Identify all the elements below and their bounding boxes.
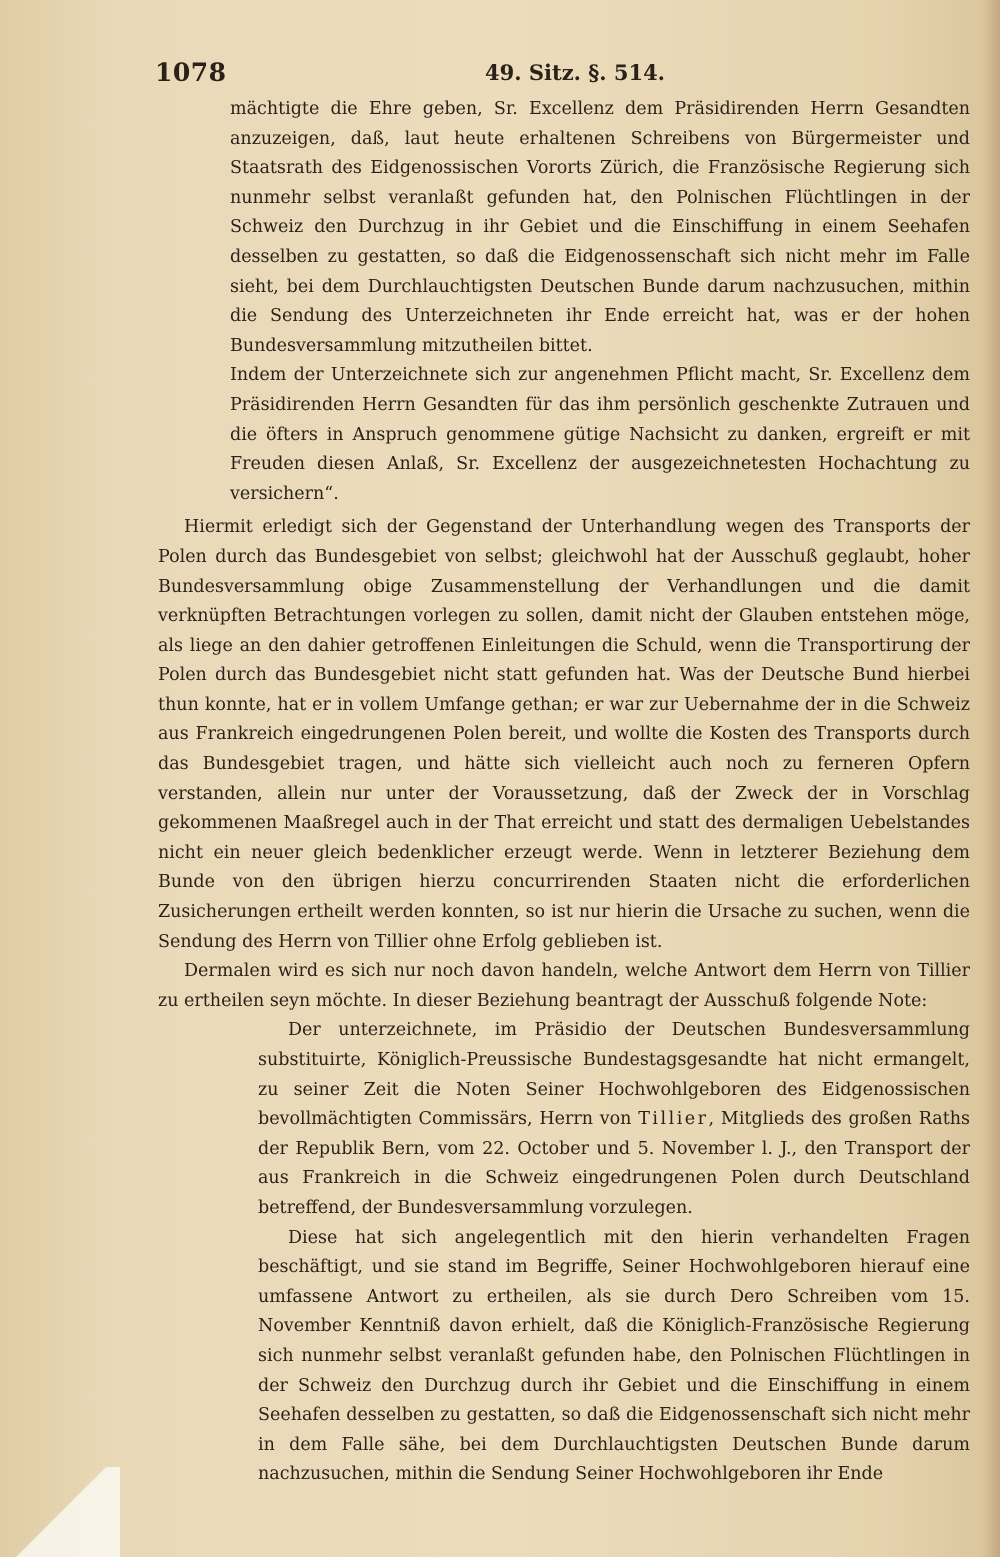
running-head: 49. Sitz. §. 514. [485, 60, 665, 85]
page-edge-shadow [982, 0, 1000, 1557]
page-number: 1078 [155, 58, 227, 87]
proposed-note [158, 1016, 970, 1490]
note-paragraph-1-part-b: , Mitglieds des großen Raths der Republik Bern, vom 22. October und 5. November l. J., den Transport der aus Frankreich in die Schweiz eingedrungenen Polen durch Deutschland betreffend, der Bundesversammlung vorzulegen. [258, 1109, 970, 1218]
paragraph-letter-closing: Indem der Unterzeichnete sich zur angenehmen Pflicht macht, Sr. Excellenz dem Präsidirenden Herrn Gesandten für das ihm persönlich geschenkte Zutrauen und die öfters in Anspruch genommene gütige Nachsicht zu danken, ergreift er mit Freuden diesen Anlaß, Sr. Excellenz der ausgezeichnetesten Hochachtung zu versichern“. [230, 365, 970, 504]
note-paragraph-1-part-a: Der unterzeichnete, im Präsidio der Deutschen Bundesversammlung substituirte, Königlich-Preussische Bundestagsgesandte hat nicht ermangelt, zu seiner Zeit die Noten Seiner Hochwohlgeboren des Eidgenossischen bevollmächtigten Commissärs, Herrn von [258, 1020, 970, 1130]
paragraph-letter-end: mächtigte die Ehre geben, Sr. Excellenz dem Präsidirenden Herrn Gesandten anzuzeigen, daß, laut heute erhaltenen Schreibens von Bürgermeister und Staatsrath des Eidgenossischen Vororts Zürich, die Französische Regierung sich nunmehr selbst veranlaßt gefunden hat, den Polnischen Flüchtlingen in der Schweiz den Durchzug in ihr Gebiet und die Einschiffung in einem Seehafen desselben zu gestatten, so daß die Eidgenossenschaft sich nicht mehr im Falle sieht, bei dem Durchlauchtigsten Deutschen Bunde darum nachzusuchen, mithin die Sendung des Unterzeichneten ihr Ende erreicht hat, was er der hohen Bundesversammlung mitzutheilen bittet. [230, 99, 970, 356]
note-paragraph-1 [258, 1016, 970, 1223]
note-name-tillier: Tillier [638, 1109, 709, 1130]
quoted-letter-continuation [158, 95, 970, 509]
page-corner-fold [0, 1467, 120, 1557]
note-paragraph-2: Diese hat sich angelegentlich mit den hierin verhandelten Fragen beschäftigt, und sie stand im Begriffe, Seiner Hochwohlgeboren hierauf eine umfassene Antwort zu ertheilen, als sie durch Dero Schreiben vom 15. November Kenntniß davon erhielt, daß die Königlich-Französische Regierung sich nunmehr selbst veranlaßt gefunden habe, den Polnischen Flüchtlingen in der Schweiz den Durchzug durch ihr Gebiet und die Einschiffung in einem Seehafen desselben zu gestatten, so daß die Eidgenossenschaft sich nicht mehr in dem Falle sähe, bei dem Durchlauchtigsten Deutschen Bunde darum nachzusuchen, mithin die Sendung Seiner Hochwohlgeboren ihr Ende [258, 1227, 970, 1485]
page-header [155, 58, 955, 92]
paragraph-committee-conclusion: Hiermit erledigt sich der Gegenstand der Unterhandlung wegen des Transports der Polen durch das Bundesgebiet von selbst; gleichwohl hat der Ausschuß geglaubt, hoher Bundesversammlung obige Zusammenstellung der Verhandlungen und die damit verknüpften Betrachtungen vorlegen zu sollen, damit nicht der Glauben entstehen möge, als liege an den dahier getroffenen Einleitungen die Schuld, wenn die Transportirung der Polen durch das Bundesgebiet nicht statt gefunden hat. Was der Deutsche Bund hierbei thun konnte, hat er in vollem Umfange gethan; er war zur Uebernahme der in die Schweiz aus Frankreich eingedrungenen Polen bereit, und wollte die Kosten des Transports durch das Bundesgebiet tragen, und hätte sich vielleicht auch noch zu ferneren Opfern verstanden, allein nur unter der Voraussetzung, daß der Zweck der in Vorschlag gekommenen Maaßregel auch in der That erreicht und statt des dermaligen Uebelstandes nicht ein neuer gleich bedenklicher erzeugt werde. Wenn in letzterer Beziehung dem Bunde von den übrigen hierzu concurrirenden Staaten nicht die erforderlichen Zusicherungen ertheilt werden konnten, so ist nur hierin die Ursache zu suchen, wenn die Sendung des Herrn von Tillier ohne Erfolg geblieben ist. [158, 517, 970, 952]
page-body [158, 95, 970, 1490]
paragraph-proposed-note-intro: Dermalen wird es sich nur noch davon handeln, welche Antwort dem Herrn von Tillier zu ertheilen seyn möchte. In dieser Beziehung beantragt der Ausschuß folgende Note: [158, 961, 970, 1011]
